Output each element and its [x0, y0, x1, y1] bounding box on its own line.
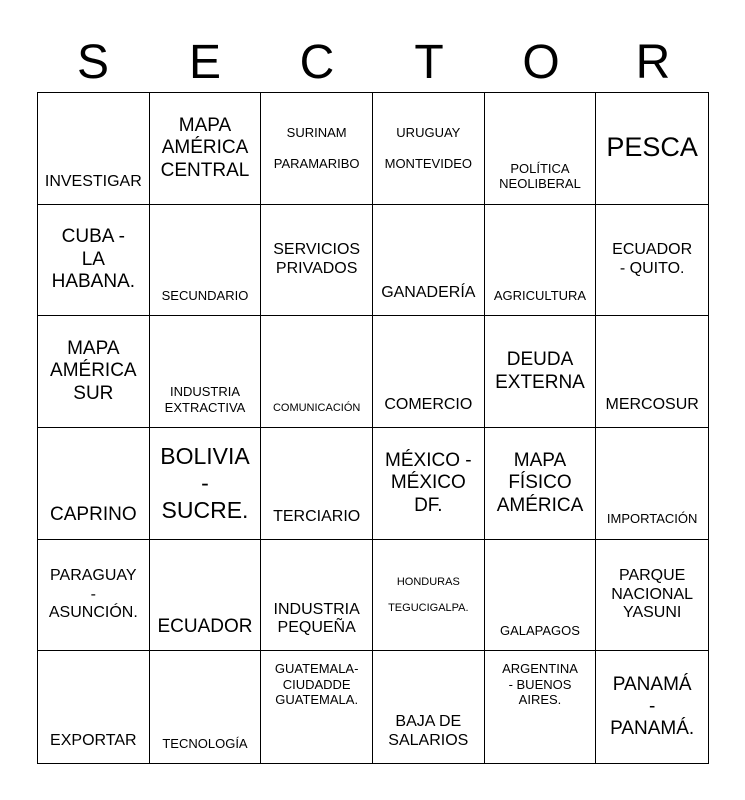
- cell-text: PARAGUAY - ASUNCIÓN.: [48, 566, 138, 622]
- cell-text: MAPA AMÉRICA CENTRAL: [160, 114, 250, 181]
- cell-text: PANAMÁ - PANAMÁ.: [610, 673, 695, 740]
- bingo-cell[interactable]: [261, 651, 373, 763]
- bingo-cell[interactable]: [596, 428, 708, 540]
- cell-text: EXPORTAR: [50, 732, 137, 750]
- cell-text: SERVICIOS PRIVADOS: [273, 241, 361, 277]
- bingo-cell[interactable]: [485, 651, 597, 763]
- bingo-cell[interactable]: [261, 93, 373, 205]
- bingo-cell[interactable]: [38, 428, 150, 540]
- bingo-cell[interactable]: [261, 540, 373, 652]
- cell-text: GALAPAGOS: [500, 623, 580, 638]
- cell-text: INVESTIGAR: [44, 172, 142, 190]
- bingo-cell[interactable]: [261, 205, 373, 317]
- bingo-cell[interactable]: [261, 316, 373, 428]
- bingo-cell[interactable]: [150, 428, 262, 540]
- cell-text: SECUNDARIO: [161, 288, 249, 303]
- cell-text: ECUADOR - QUITO.: [612, 241, 693, 277]
- cell-text: DEUDA EXTERNA: [495, 349, 585, 393]
- cell-text: MERCOSUR: [605, 396, 699, 414]
- cell-text: POLÍTICA NEOLIBERAL: [499, 161, 581, 192]
- cell-text: MAPA FÍSICO AMÉRICA: [496, 449, 584, 516]
- cell-text: AGRICULTURA: [493, 288, 587, 303]
- cell-text: CUBA - LA HABANA.: [51, 226, 136, 293]
- cell-text: INDUSTRIA PEQUEÑA: [273, 600, 360, 637]
- cell-text: MÉXICO - MÉXICO DF.: [385, 449, 472, 516]
- title-letter: O: [522, 36, 560, 89]
- cell-text: CAPRINO: [50, 504, 137, 526]
- cell-text: COMUNICACIÓN: [272, 402, 361, 415]
- bingo-board: [37, 92, 709, 764]
- bingo-cell[interactable]: [150, 316, 262, 428]
- bingo-cell[interactable]: [38, 205, 150, 317]
- bingo-cell[interactable]: [373, 316, 485, 428]
- bingo-cell[interactable]: [596, 540, 708, 652]
- bingo-cell[interactable]: [596, 205, 708, 317]
- bingo-cell[interactable]: [373, 428, 485, 540]
- cell-text: TERCIARIO: [273, 507, 361, 525]
- cell-text: INDUSTRIA EXTRACTIVA: [164, 384, 246, 415]
- title-letter: T: [414, 36, 444, 89]
- bingo-cell[interactable]: [485, 428, 597, 540]
- bingo-cell[interactable]: [485, 316, 597, 428]
- cell-text: URUGUAY MONTEVIDEO: [384, 125, 473, 172]
- cell-text: HONDURAS TEGUCIGALPA.: [388, 575, 469, 614]
- bingo-cell[interactable]: [485, 93, 597, 205]
- bingo-cell[interactable]: [38, 540, 150, 652]
- bingo-cell[interactable]: [373, 651, 485, 763]
- bingo-cell[interactable]: [596, 93, 708, 205]
- bingo-cell[interactable]: [373, 205, 485, 317]
- bingo-cell[interactable]: [485, 205, 597, 317]
- title-letter: E: [188, 36, 221, 89]
- cell-text: GANADERÍA: [381, 284, 476, 302]
- bingo-cell[interactable]: [150, 93, 262, 205]
- cell-text: COMERCIO: [384, 396, 473, 414]
- title-letter: R: [635, 36, 671, 89]
- bingo-cell[interactable]: [38, 316, 150, 428]
- bingo-cell[interactable]: [373, 93, 485, 205]
- bingo-cell[interactable]: [596, 316, 708, 428]
- title-letter: S: [76, 36, 109, 89]
- cell-text: PESCA: [606, 132, 698, 163]
- bingo-cell[interactable]: [261, 428, 373, 540]
- bingo-cell[interactable]: [38, 651, 150, 763]
- bingo-cell[interactable]: [485, 540, 597, 652]
- cell-text: SURINAM PARAMARIBO: [273, 125, 360, 172]
- bingo-cell[interactable]: [373, 540, 485, 652]
- bingo-cell[interactable]: [596, 651, 708, 763]
- title-letter: C: [299, 36, 335, 89]
- cell-text: MAPA AMÉRICA SUR: [50, 338, 137, 404]
- bingo-title: [37, 34, 709, 92]
- cell-text: TECNOLOGÍA: [162, 735, 248, 751]
- cell-text: ECUADOR: [157, 615, 253, 637]
- bingo-cell[interactable]: [38, 93, 150, 205]
- cell-text: BOLIVIA - SUCRE.: [160, 442, 250, 523]
- cell-text: IMPORTACIÓN: [606, 511, 698, 527]
- cell-text: ARGENTINA - BUENOS AIRES.: [502, 661, 578, 707]
- cell-text: PARQUE NACIONAL YASUNI: [611, 566, 694, 622]
- bingo-cell[interactable]: [150, 205, 262, 317]
- cell-text: GUATEMALA- CIUDADDE GUATEMALA.: [274, 661, 359, 707]
- bingo-cell[interactable]: [150, 651, 262, 763]
- bingo-cell[interactable]: [150, 540, 262, 652]
- cell-text: BAJA DE SALARIOS: [388, 713, 469, 750]
